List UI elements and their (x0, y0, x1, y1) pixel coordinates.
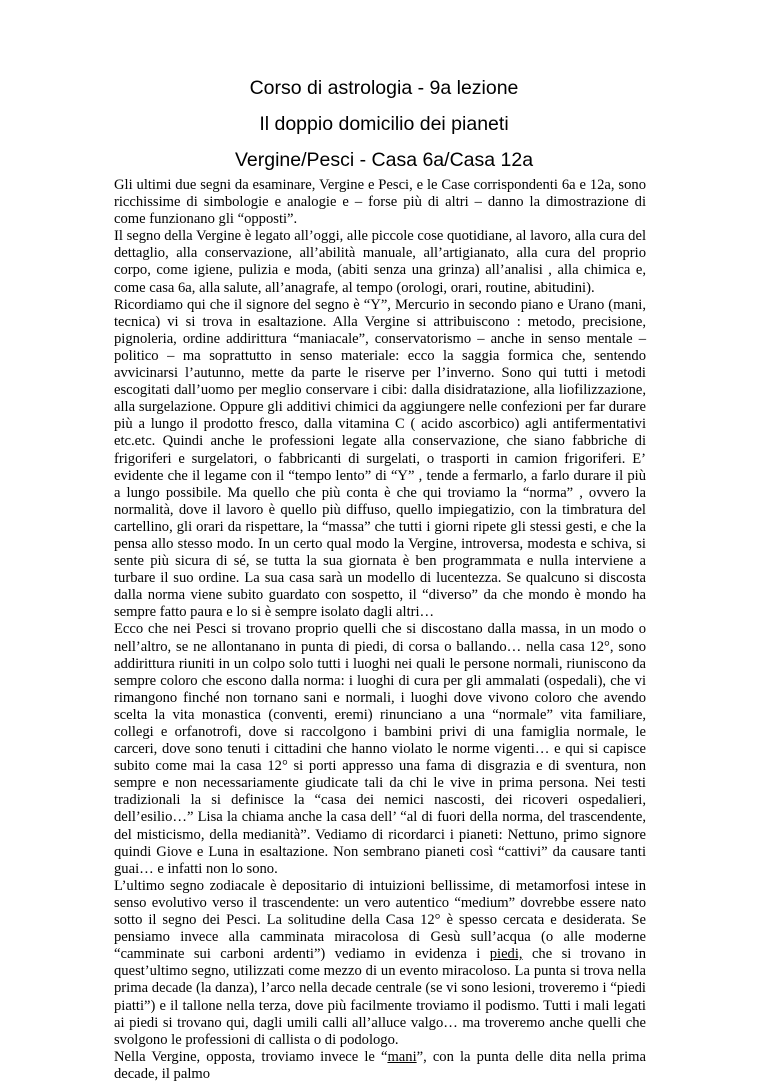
body-text (114, 177, 646, 1083)
paragraph-pisces-feet-start: L’ultimo segno zodiacale è depositario di intuizioni bellissime, di metamorfosi intese in senso evolutivo verso il trascendente: un vero autentico “medium” dovrebbe essere nato sotto il segno dei Pesci. La solitudine della Casa 12° è spesso cercata e desiderata. Se pensiamo invece alla camminata miracolosa di Gesù sull’acqua (o alle moderne “camminate sui carboni ardenti”) vediamo in evidenza i (114, 877, 646, 963)
signs-houses-subtitle: Vergine/Pesci - Casa 6a/Casa 12a (234, 149, 534, 171)
underlined-word-feet: piedi, (489, 946, 523, 963)
paragraph-virgo-rulers: Ricordiamo qui che il signore del segno è “Y”, Mercurio in secondo piano e Urano (mani, tecnica) vi si trova in esaltazione. Alla Vergine si attribuiscono : metodo, precisione, pignoleria, ordine addirittura “maniacale”, conservatorismo – anche in senso mentale – politico – ma soprattutto in senso materiale: ecco la saggia formica che, sentendo avvicinarsi l’autunno, mette da parte le riserve per l’inverno. Sono qui tutti i metodi escogitati dall’uomo per meglio conservare i cibi: dalla disidratazione, alla liofilizzazione, alla surgelazione. Oppure gli additivi chimici da aggiungere nelle confezioni per far durare più a lungo il prodotto fresco, dalla vitamina C ( acido ascorbico) agli antifermentativi etc.etc. Quindi anche le professioni legate alla conservazione, che siano fabbriche di frigoriferi e surgelatori, o fabbricanti di surgelati, o trasporti in camion frigoriferi. E’ evidente che il legame con il “tempo lento” di “Y” , tende a fermarlo, a farlo durare il più a lungo possibile. Ma quello che più conta è che qui troviamo la “norma” , ovvero la normalità, dove il lavoro è quello più diffuso, quello impiegatizio, con la timbratura del cartellino, gli orari da rispettare, la “massa” che tutti i giorni ripete gli stessi gesti, e che la pensa allo stesso modo. In un certo qual modo la Vergine, introversa, modesta e schiva, si sente più sicura di sé, se tutta la sua giornata è ben programmata e nulla interviene a turbare il suo ordine. La sua casa sarà un modello di lucentezza. Se qualcuno si discosta dalla norma viene subito guardato con sospetto, il “diverso” da che mondo è mondo ha sempre fatto paura e lo si è sempre isolato dagli altri… (114, 296, 646, 621)
paragraph-pisces-feet (114, 878, 646, 1049)
course-title: Corso di astrologia - 9a lezione (249, 77, 519, 99)
paragraph-virgo-hands-start: Nella Vergine, opposta, troviamo invece le “ (114, 1048, 388, 1065)
title-block (0, 70, 768, 178)
paragraph-virgo-sign: Il segno della Vergine è legato all’oggi, alle piccole cose quotidiane, al lavoro, alla cura del dettaglio, alla conservazione, all’abilità manuale, all’artigianato, alla cura del proprio corpo, come igiene, pulizia e moda, (abiti senza una grinza) all’analisi , alla chimica e, come casa 6a, alla salute, all’anagrafe, al tempo (orologi, orari, routine, abitudini). (114, 228, 646, 296)
paragraph-pisces-feet-end: che si trovano in quest’ultimo segno, utilizzati come mezzo di un evento miracoloso. La punta si trova nella prima decade (la danza), l’arco nella decade centrale (se vi sono lesioni, troveremo i “piedi piatti”) e il tallone nella terza, dove più facilmente troviamo il podismo. Tutti i mali legati ai piedi si trovano qui, dagli umili calli all’alluce valgo… ma troveremo anche quelli che svolgono le professioni di callista o di podologo. (114, 946, 646, 1048)
paragraph-intro: Gli ultimi due segni da esaminare, Vergine e Pesci, e le Case corrispondenti 6a e 12a, sono ricchissime di simbologie e analogie e – forse più di altri – danno la dimostrazione di come funzionano gli “opposti”. (114, 177, 646, 228)
paragraph-pisces-house: Ecco che nei Pesci si trovano proprio quelli che si discostano dalla massa, in un modo o nell’altro, se ne allontanano in punta di piedi, di corsa o ballando… nella casa 12°, sono addirittura riuniti in un colpo solo tutti i luoghi nei quali le persone normali, riuniscono da sempre coloro che escono dalla norma: i luoghi di cura per gli ammalati (ospedali), che vi rimangono finché non tornano sani e normali, i luoghi dove vivono coloro che avendo scelta la vita monastica (conventi, eremi) rinunciano a una “normale” vita familiare, collegi e orfanotrofi, dove si raccolgono i bambini privi di una famiglia normale, le carceri, dove sono tenuti i cittadini che hanno violato le norme vigenti… e qui si capisce subito come mai la casa 12° si porti appresso una fama di disgrazia e di sventura, non sempre e non necessariamente giudicate tali da chi le vive in prima persona. Nei testi tradizionali la si definisce la “casa dei nemici nascosti, dei ricoveri ospedalieri, dell’esilio…” Lisa la chiama anche la casa dell’ “al di fuori della norma, del trascendente, del misticismo, della medianità”. Vediamo di ricordarci i pianeti: Nettuno, primo signore quindi Giove e Luna in esaltazione. Non sembrano pianeti così “cattivi” da causare tanti guai… e infatti non lo sono. (114, 621, 646, 877)
lesson-subtitle: Il doppio domicilio dei pianeti (259, 113, 509, 135)
underlined-word-hands: mani (387, 1048, 417, 1065)
paragraph-virgo-hands-end: ”, con la punta delle dita nella prima decade, il palmo (114, 1048, 646, 1082)
paragraph-virgo-hands (114, 1049, 646, 1083)
